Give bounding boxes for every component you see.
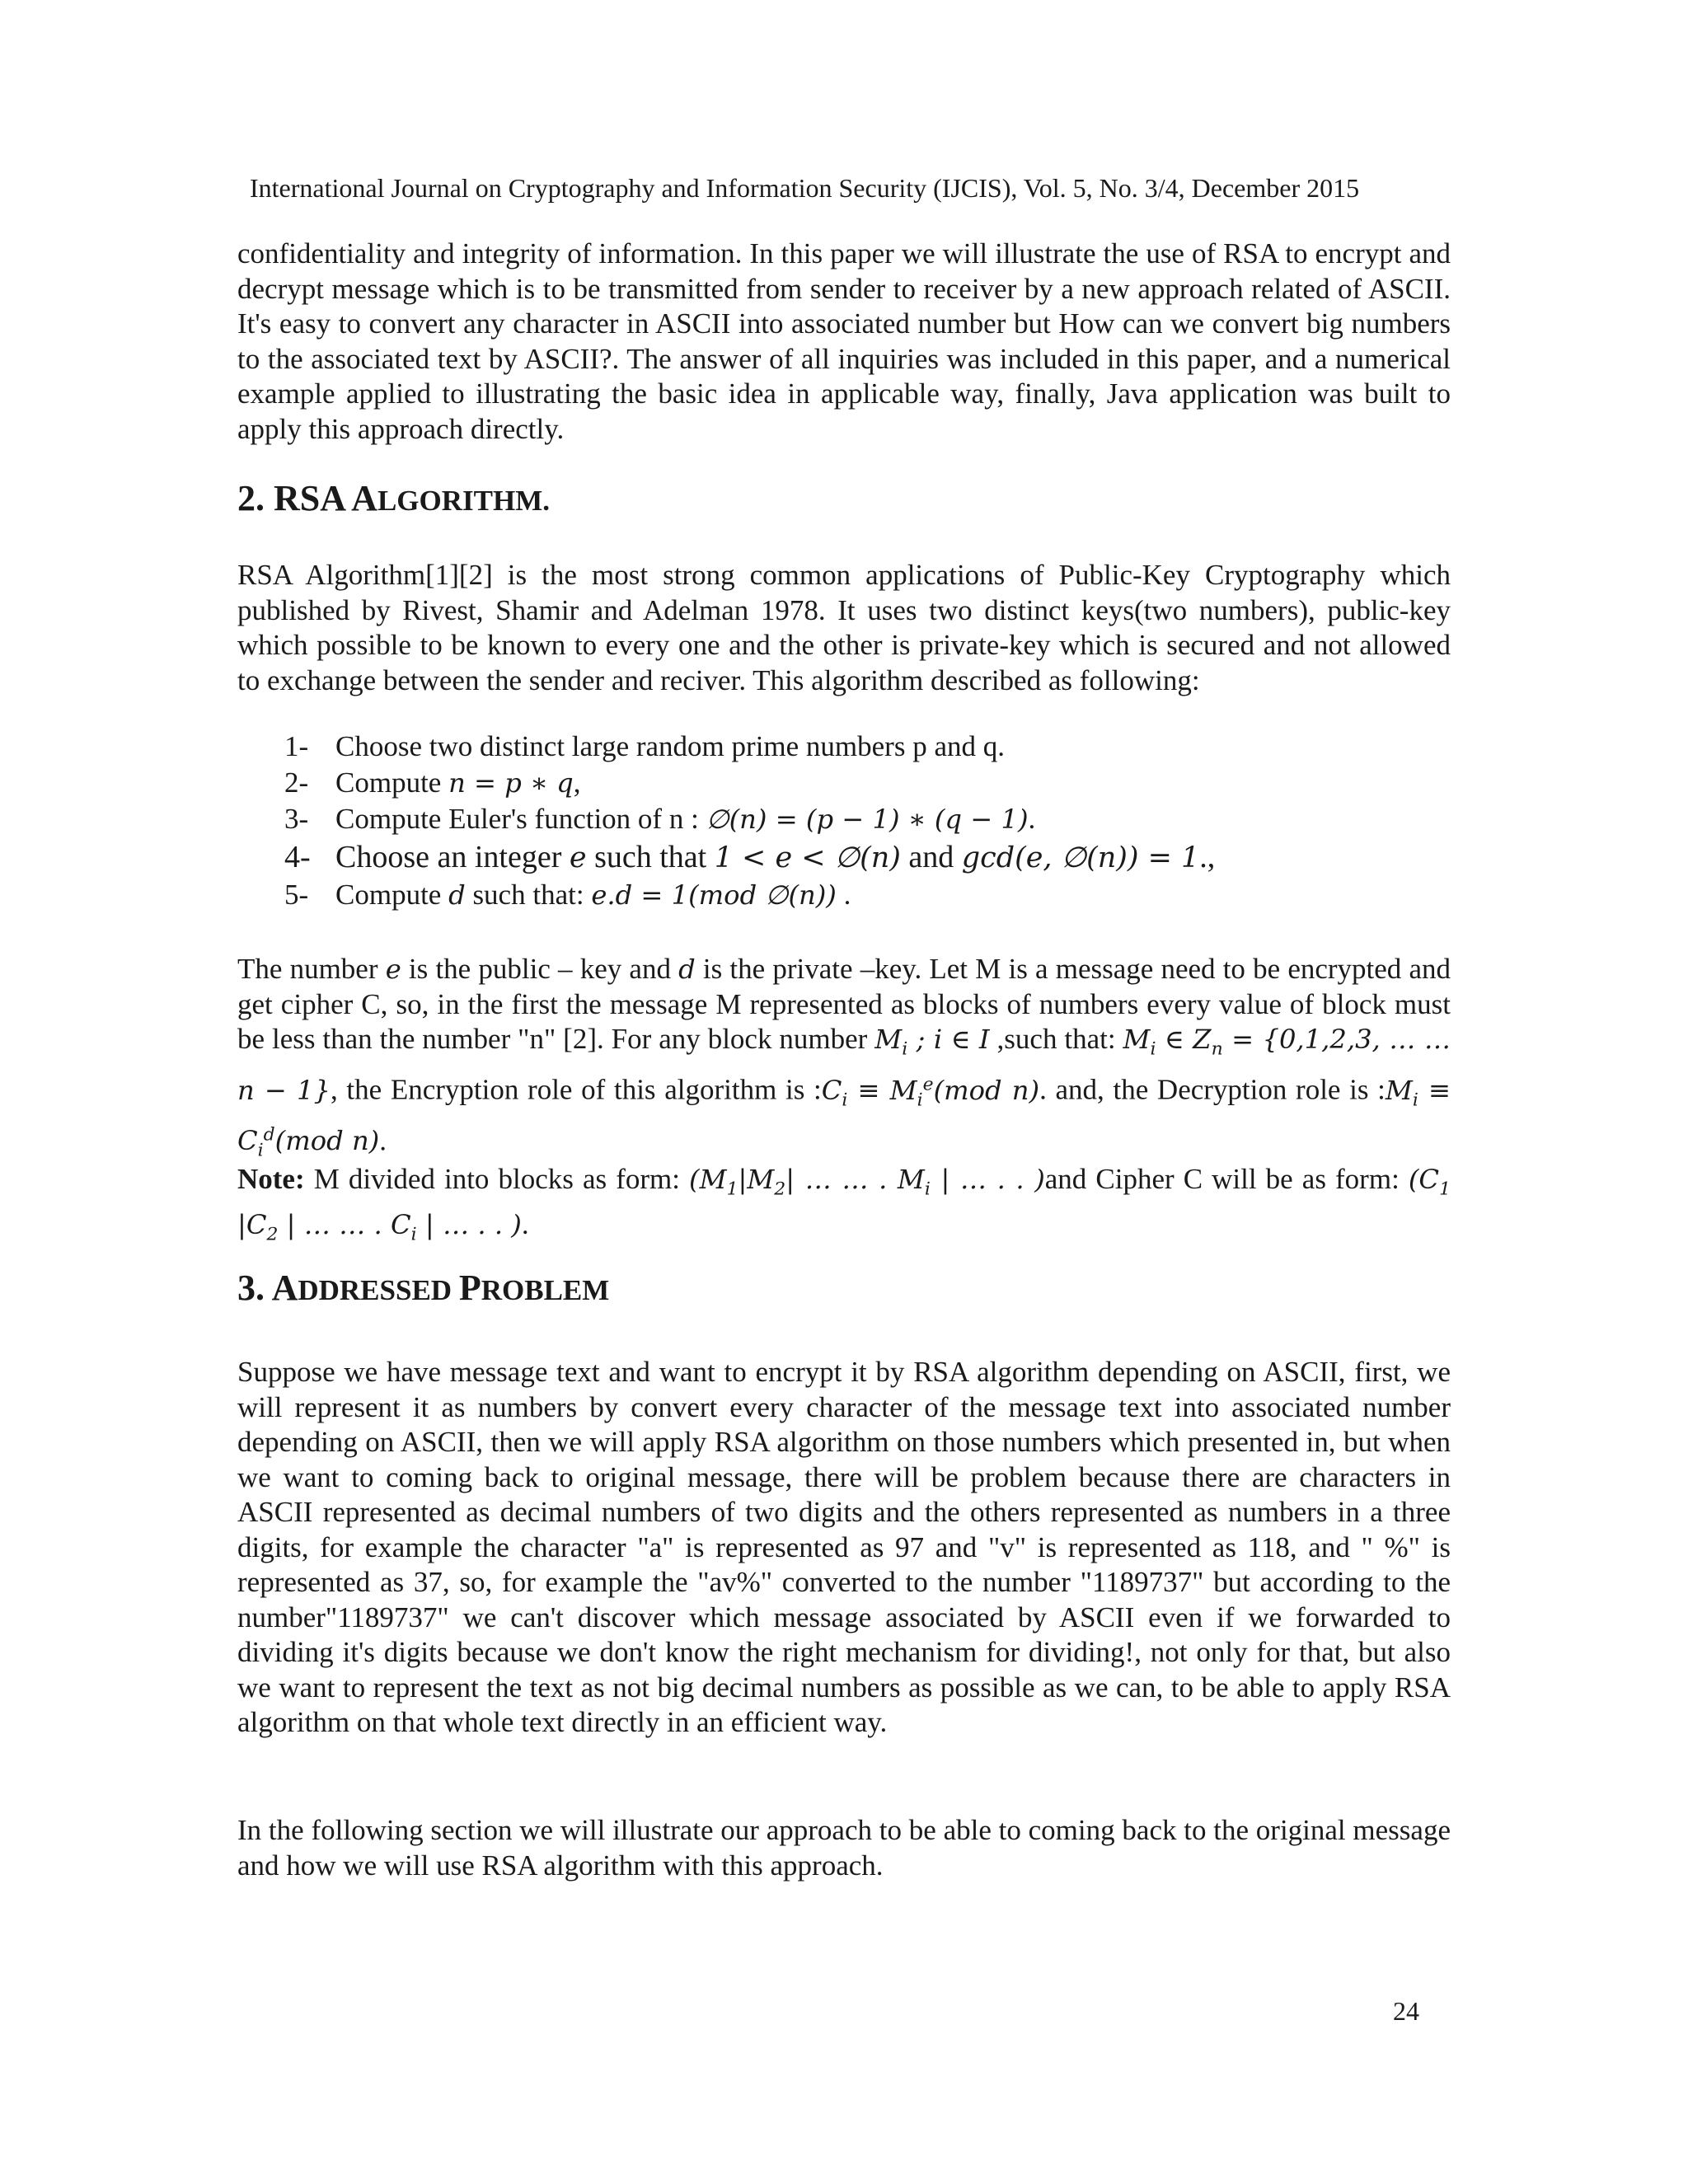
- math-symbol: M: [874, 1024, 903, 1055]
- note-label: Note:: [237, 1163, 305, 1195]
- step-number: 1-: [284, 730, 309, 762]
- page-number: 24: [1393, 1996, 1419, 2026]
- math-subscript: i: [917, 1090, 923, 1111]
- math-symbol: | … . . ): [416, 1208, 522, 1240]
- step-math: d: [448, 879, 466, 911]
- note-paragraph: [237, 1162, 1451, 1253]
- math-superscript: e: [922, 1073, 934, 1094]
- step-item: [284, 877, 1438, 913]
- section-number: 3.: [237, 1268, 272, 1308]
- step-number: 4-: [284, 840, 311, 874]
- step-text: ,: [573, 766, 581, 799]
- rsa-paragraph: RSA Algorithm[1][2] is the most strong common applications of Public-Key Cryptography which published by Rivest, Shamir and Adelman 1978. It uses two distinct keys(two numbers), public-key which possible to be known to every one and the other is private-key which is secured and not allowed to exchange between the sender and reciver. This algorithm described as following:: [237, 559, 1451, 696]
- text-run: and Cipher C will be as form:: [1044, 1163, 1409, 1195]
- math-subscript: i: [410, 1224, 417, 1245]
- step-text: Compute: [335, 766, 449, 799]
- step-text: .: [1028, 803, 1036, 835]
- math-symbol: (mod n): [933, 1074, 1040, 1106]
- step-math: e.d = 1(mod ∅(n)): [591, 879, 837, 911]
- text-run: ,such that:: [989, 1023, 1123, 1055]
- algorithm-steps: [284, 729, 1438, 913]
- math-symbol: | … … . C: [278, 1208, 411, 1240]
- math-symbol: (M: [689, 1164, 727, 1195]
- section-heading-rsa-algorithm: [237, 476, 550, 524]
- text-run: is the public – key and: [401, 953, 679, 985]
- math-symbol: M: [1385, 1074, 1413, 1106]
- heading-part: A: [271, 1268, 298, 1308]
- step-number: 5-: [284, 879, 309, 911]
- math-symbol: | … … . M: [785, 1164, 925, 1195]
- step-text: Choose an integer: [335, 840, 570, 874]
- math-subscript: i: [1150, 1038, 1156, 1060]
- text-run: is the private –key. Let M is a message need to be encrypted and get cipher C, so, in the first the message M represented as blocks of numbers every value of block must be less than the number "n" [2]. For any block number: [237, 953, 1451, 1055]
- text-run: , the Encryption role of this algorithm is :: [330, 1073, 822, 1106]
- math-run: e: [385, 954, 401, 985]
- math-symbol: ≡ M: [847, 1074, 917, 1106]
- keys-paragraph: [237, 952, 1451, 1169]
- section-number: 2.: [237, 478, 274, 518]
- heading-part: RSA: [274, 478, 352, 518]
- text-run: .: [379, 1124, 387, 1157]
- step-text: .,: [1199, 840, 1216, 874]
- section-heading-addressed-problem: [237, 1265, 609, 1314]
- step-math: gcd(e, ∅(n)) = 1: [961, 841, 1200, 874]
- problem-paragraph: Suppose we have message text and want to encrypt it by RSA algorithm depending on ASCII, first, we will represent it as numbers by convert every character of the message text into associated number depending on ASCII, then we will apply RSA algorithm on those numbers which presented in, but when we want to coming back to original message, there will be problem because there are characters in ASCII represented as decimal numbers of two digits and the others represented as numbers in a three digits, for example the character "a" is represented as 97 and "v" is represented as 118, and " %" is represented as 37, so, for example the "av%" converted to the number "1189737" but according to the number"1189737" we can't discover which message associated by ASCII even if we forwarded to dividing it's digits because we don't know the right mechanism for dividing!, not only for that, but also we want to represent the text as not big decimal numbers as possible as we can, to be able to apply RSA algorithm on that whole text directly in an efficient way.: [237, 1356, 1451, 1738]
- heading-part: DDRESSED: [298, 1274, 459, 1306]
- step-item: [284, 837, 1438, 877]
- math-symbol: ≡ C: [237, 1074, 1451, 1157]
- step-text: .: [836, 879, 851, 911]
- math-subscript: i: [902, 1038, 908, 1060]
- step-text: and: [900, 840, 962, 874]
- text-run: .: [521, 1207, 529, 1240]
- math-symbol: (C: [1408, 1164, 1440, 1195]
- math-symbol: ∈ Z: [1156, 1024, 1212, 1055]
- math-subscript: i: [1412, 1090, 1418, 1111]
- heading-part: ROBLEM: [481, 1274, 610, 1306]
- step-text: Compute: [335, 879, 449, 911]
- intro-paragraph: confidentiality and integrity of information. In this paper we will illustrate the use of RSA to encrypt and decrypt message which is to be transmitted from sender to receiver by a new approach related of ASCII. It's easy to convert any character in ASCII into associated number but How can we convert big numbers to the associated text by ASCII?. The answer of all inquiries was included in this paper, and a numerical example applied to illustrating the basic idea in applicable way, finally, Java application was built to apply this approach directly.: [237, 237, 1451, 445]
- math-subscript: i: [842, 1090, 848, 1111]
- math-symbol: M: [1123, 1024, 1151, 1055]
- math-subscript: 1: [726, 1179, 738, 1200]
- heading-part: P: [458, 1268, 481, 1308]
- step-text: Choose two distinct large random prime numbers p and q.: [335, 730, 1005, 762]
- math-symbol: ; i ∈ I: [907, 1024, 990, 1055]
- math-subscript: i: [924, 1179, 931, 1200]
- text-run: M divided into blocks as form:: [304, 1163, 690, 1195]
- text-run: The number: [237, 953, 386, 985]
- math-symbol: (mod n): [274, 1125, 380, 1157]
- math-run: [821, 1073, 1040, 1111]
- following-section-paragraph: In the following section we will illustrate our approach to be able to coming back to the original message and how we will use RSA algorithm with this approach.: [237, 1814, 1451, 1882]
- math-symbol: |M: [738, 1164, 775, 1195]
- step-item: [284, 729, 1438, 765]
- math-symbol: C: [821, 1074, 842, 1106]
- math-run: [874, 1024, 990, 1060]
- math-superscript: d: [263, 1124, 275, 1146]
- step-text: Compute Euler's function of n :: [335, 803, 706, 835]
- paper-page: [237, 0, 1451, 2184]
- math-subscript: 1: [1439, 1179, 1451, 1200]
- math-symbol: |C: [237, 1208, 267, 1240]
- step-item: [284, 765, 1438, 801]
- step-text: such that: [586, 840, 715, 874]
- step-math: 1 < e < ∅(n): [714, 841, 901, 874]
- math-subscript: 2: [774, 1179, 786, 1200]
- math-run: d: [678, 954, 696, 985]
- step-number: 2-: [284, 766, 309, 799]
- heading-part: LGORITHM.: [377, 485, 550, 517]
- math-subscript: i: [257, 1140, 264, 1161]
- step-text: such that:: [465, 879, 592, 911]
- heading-part: A: [351, 478, 377, 518]
- step-item: [284, 801, 1438, 837]
- text-run: . and, the Decryption role is :: [1039, 1073, 1386, 1106]
- running-header: International Journal on Cryptography and Information Security (IJCIS), Vol. 5, No. 3/4, December 2015: [250, 173, 1360, 203]
- math-symbol: | … . . ): [930, 1164, 1045, 1195]
- math-subscript: 2: [266, 1224, 279, 1245]
- step-number: 3-: [284, 803, 309, 835]
- step-math: e: [569, 841, 587, 874]
- step-math: ∅(n) = (p − 1) ∗ (q − 1): [706, 804, 1029, 835]
- math-run: [689, 1164, 1045, 1200]
- math-symbol: = {0,1,2,3, … … n − 1}: [237, 1024, 1451, 1106]
- math-subscript: n: [1211, 1038, 1223, 1060]
- step-math: n = p ∗ q: [448, 767, 574, 799]
